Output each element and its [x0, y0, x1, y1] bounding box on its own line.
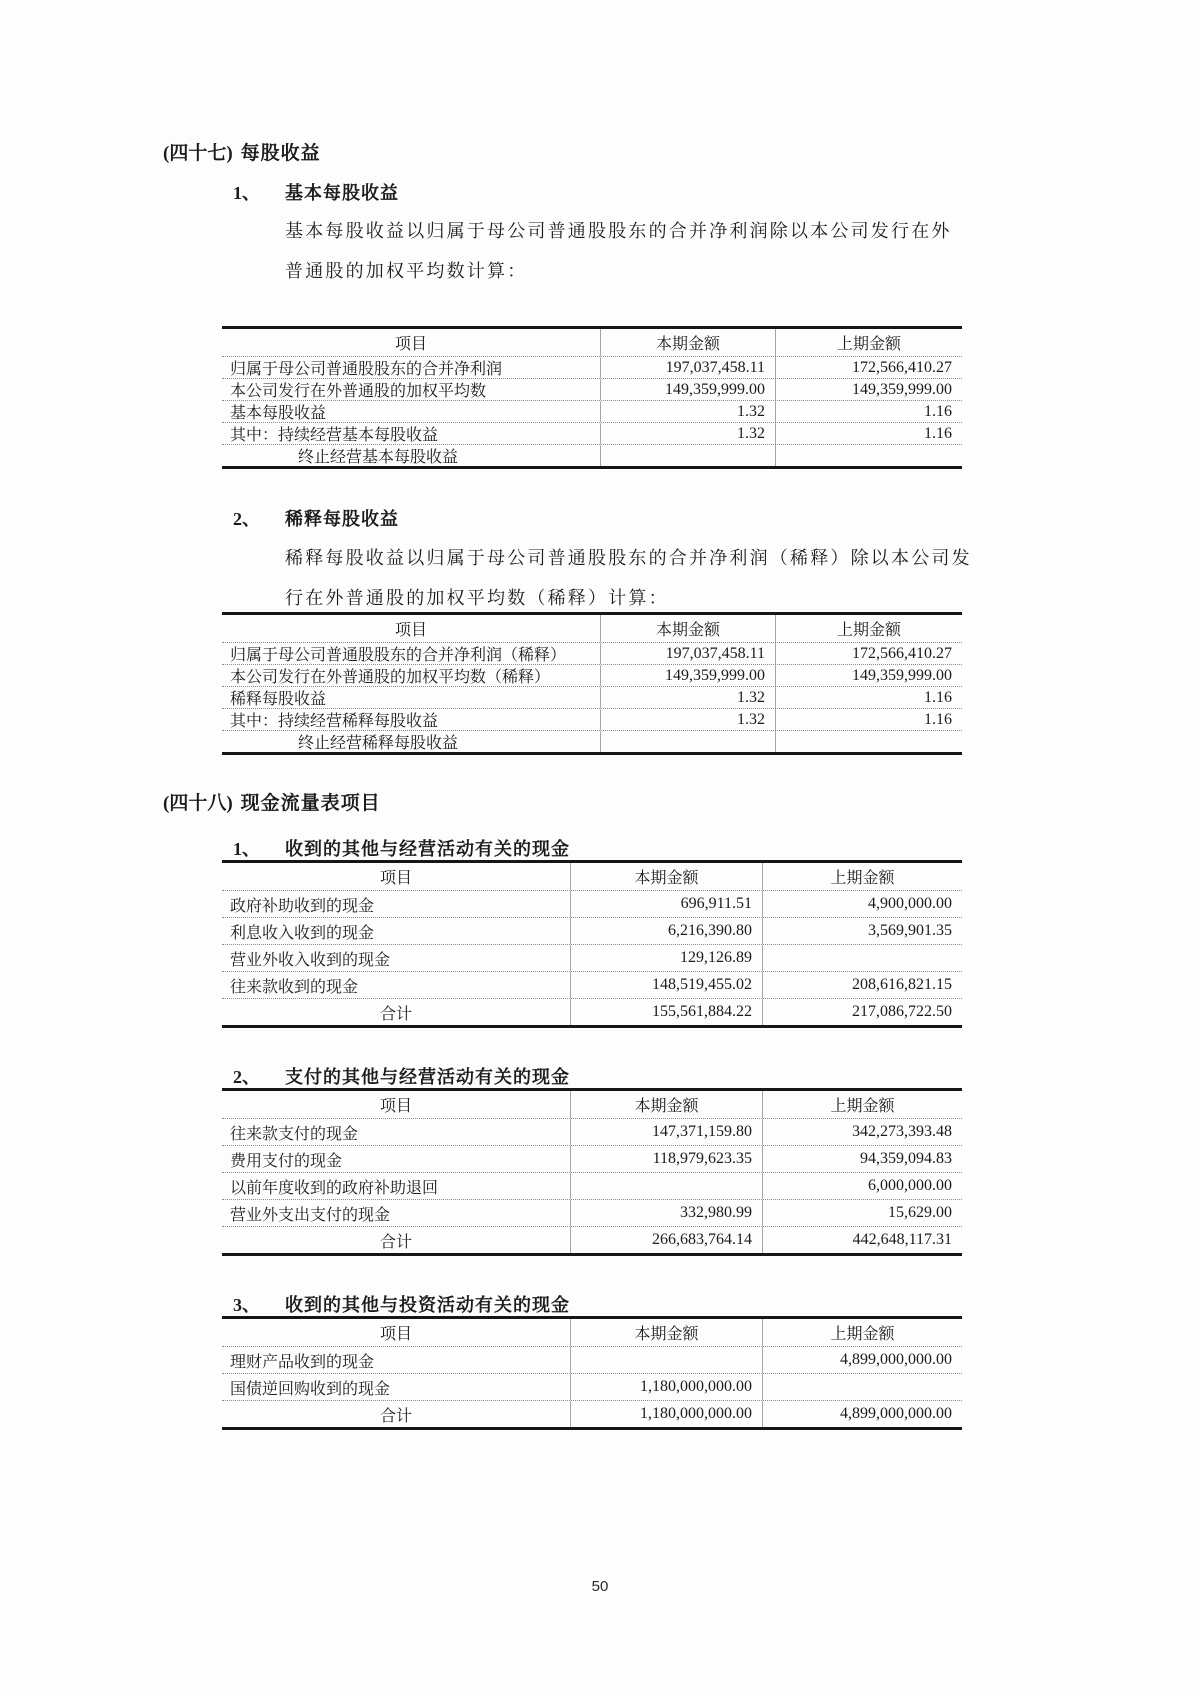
column-header-item: 项目 [394, 622, 427, 639]
total-label: 合计 [379, 1233, 412, 1251]
current-amount: 332,980.99 [570, 1200, 762, 1226]
previous-amount: 6,000,000.00 [762, 1173, 962, 1199]
table-row [222, 642, 962, 664]
section-48-heading [163, 792, 381, 816]
previous-amount: 4,899,000,000.00 [762, 1401, 962, 1427]
row-label: 稀释每股收益 [230, 691, 327, 708]
basic-eps-heading [233, 182, 399, 204]
current-amount: 129,126.89 [570, 945, 762, 971]
table-total-row [222, 1226, 962, 1253]
column-header-item: 项目 [394, 336, 427, 353]
column-header-current: 本期金额 [570, 1091, 762, 1118]
row-label: 往来款收到的现金 [230, 978, 359, 996]
table-row [222, 400, 962, 422]
previous-amount: 149,359,999.00 [775, 665, 962, 686]
current-amount: 696,911.51 [570, 891, 762, 917]
current-amount: 1.32 [600, 423, 775, 444]
current-amount [570, 1173, 762, 1199]
current-amount: 149,359,999.00 [600, 379, 775, 400]
previous-amount: 217,086,722.50 [762, 999, 962, 1025]
table-row [222, 444, 962, 466]
previous-amount: 4,900,000.00 [762, 891, 962, 917]
basic-eps-paragraph-line1: 基本每股收益以归属于母公司普通股股东的合并净利润除以本公司发行在外 [285, 221, 952, 241]
row-label: 营业外收入收到的现金 [230, 951, 391, 969]
table-row [222, 1172, 962, 1199]
row-label: 基本每股收益 [230, 405, 327, 422]
table-row [222, 708, 962, 730]
total-label: 合计 [379, 1407, 412, 1425]
column-header-previous: 上期金额 [762, 1091, 962, 1118]
section-48-title: 现金流量表项目 [240, 793, 381, 814]
current-amount: 149,359,999.00 [600, 665, 775, 686]
current-amount: 1,180,000,000.00 [570, 1401, 762, 1427]
row-label: 归属于母公司普通股股东的合并净利润 [230, 361, 503, 378]
table-header-row [222, 329, 962, 356]
previous-amount: 1.16 [775, 423, 962, 444]
cash-received-operating-number: 1、 [233, 839, 260, 859]
diluted-eps-paragraph-line2: 行在外普通股的加权平均数（稀释）计算： [285, 588, 669, 608]
cash-paid-operating-number: 2、 [233, 1067, 260, 1087]
previous-amount: 3,569,901.35 [762, 918, 962, 944]
table-row [222, 730, 962, 752]
current-amount [570, 1347, 762, 1373]
current-amount: 266,683,764.14 [570, 1227, 762, 1253]
table-row [222, 1199, 962, 1226]
table-row [222, 1346, 962, 1373]
column-header-current: 本期金额 [570, 1319, 762, 1346]
current-amount: 1.32 [600, 687, 775, 708]
current-amount: 1,180,000,000.00 [570, 1374, 762, 1400]
row-label: 归属于母公司普通股股东的合并净利润（稀释） [230, 647, 567, 664]
page-number: 50 [591, 1578, 609, 1595]
cash-received-investing-heading [233, 1294, 570, 1316]
cash-received-investing-number: 3、 [233, 1295, 260, 1315]
cash-received-operating-table [222, 860, 962, 1028]
section-47-heading [163, 142, 321, 166]
row-label: 往来款支付的现金 [230, 1125, 359, 1143]
cash-paid-operating-table [222, 1088, 962, 1256]
cash-paid-operating-heading [233, 1066, 570, 1088]
table-row [222, 422, 962, 444]
diluted-eps-heading [233, 508, 399, 530]
table-row [222, 890, 962, 917]
table-row [222, 971, 962, 998]
current-amount: 197,037,458.11 [600, 643, 775, 664]
row-label: 营业外支出支付的现金 [230, 1206, 391, 1224]
basic-eps-heading-title: 基本每股收益 [285, 183, 399, 203]
current-amount: 197,037,458.11 [600, 357, 775, 378]
previous-amount [762, 1374, 962, 1400]
current-amount: 6,216,390.80 [570, 918, 762, 944]
table-header-row [222, 1319, 962, 1346]
table-row [222, 1118, 962, 1145]
table-total-row [222, 1400, 962, 1427]
previous-amount: 208,616,821.15 [762, 972, 962, 998]
table-row [222, 1373, 962, 1400]
section-48-number: (四十八) [163, 793, 233, 814]
diluted-eps-heading-number: 2、 [233, 509, 260, 529]
current-amount: 118,979,623.35 [570, 1146, 762, 1172]
current-amount: 1.32 [600, 401, 775, 422]
table-row [222, 356, 962, 378]
row-label: 利息收入收到的现金 [230, 924, 375, 942]
current-amount [600, 731, 775, 752]
column-header-item: 项目 [379, 1326, 412, 1343]
previous-amount: 442,648,117.31 [762, 1227, 962, 1253]
total-label: 合计 [379, 1005, 412, 1023]
row-label: 终止经营基本每股收益 [298, 449, 459, 466]
basic-eps-heading-number: 1、 [233, 183, 260, 203]
cash-received-operating-heading [233, 838, 570, 860]
previous-amount: 172,566,410.27 [775, 357, 962, 378]
previous-amount: 149,359,999.00 [775, 379, 962, 400]
section-47-number: (四十七) [163, 143, 233, 164]
previous-amount: 1.16 [775, 401, 962, 422]
current-amount: 155,561,884.22 [570, 999, 762, 1025]
row-label: 费用支付的现金 [230, 1152, 343, 1170]
previous-amount [762, 945, 962, 971]
current-amount [600, 445, 775, 466]
table-total-row [222, 998, 962, 1025]
row-label: 国债逆回购收到的现金 [230, 1380, 391, 1398]
current-amount: 1.32 [600, 709, 775, 730]
row-label: 其中：持续经营基本每股收益 [230, 427, 439, 444]
diluted-eps-paragraph-line1: 稀释每股收益以归属于母公司普通股股东的合并净利润（稀释）除以本公司发 [285, 548, 972, 568]
cash-received-operating-title: 收到的其他与经营活动有关的现金 [285, 839, 570, 859]
cash-received-investing-table [222, 1316, 962, 1430]
cash-received-investing-title: 收到的其他与投资活动有关的现金 [285, 1295, 570, 1315]
table-row [222, 944, 962, 971]
column-header-current: 本期金额 [600, 329, 775, 356]
current-amount: 148,519,455.02 [570, 972, 762, 998]
current-amount: 147,371,159.80 [570, 1119, 762, 1145]
row-label: 理财产品收到的现金 [230, 1353, 375, 1371]
row-label: 以前年度收到的政府补助退回 [230, 1179, 439, 1197]
basic-eps-table [222, 326, 962, 469]
previous-amount: 4,899,000,000.00 [762, 1347, 962, 1373]
previous-amount: 15,629.00 [762, 1200, 962, 1226]
row-label: 终止经营稀释每股收益 [298, 735, 459, 752]
column-header-current: 本期金额 [570, 863, 762, 890]
column-header-item: 项目 [379, 870, 412, 887]
table-header-row [222, 615, 962, 642]
basic-eps-paragraph-line2: 普通股的加权平均数计算： [285, 261, 528, 281]
column-header-previous: 上期金额 [775, 329, 962, 356]
table-header-row [222, 863, 962, 890]
row-label: 政府补助收到的现金 [230, 897, 375, 915]
diluted-eps-heading-title: 稀释每股收益 [285, 509, 399, 529]
column-header-current: 本期金额 [600, 615, 775, 642]
row-label: 本公司发行在外普通股的加权平均数 [230, 383, 487, 400]
column-header-item: 项目 [379, 1098, 412, 1115]
table-row [222, 664, 962, 686]
column-header-previous: 上期金额 [762, 863, 962, 890]
column-header-previous: 上期金额 [762, 1319, 962, 1346]
table-row [222, 378, 962, 400]
previous-amount: 342,273,393.48 [762, 1119, 962, 1145]
table-header-row [222, 1091, 962, 1118]
column-header-previous: 上期金额 [775, 615, 962, 642]
table-row [222, 1145, 962, 1172]
previous-amount [775, 731, 962, 752]
diluted-eps-table [222, 612, 962, 755]
row-label: 其中：持续经营稀释每股收益 [230, 713, 439, 730]
table-row [222, 686, 962, 708]
section-47-title: 每股收益 [240, 143, 321, 164]
row-label: 本公司发行在外普通股的加权平均数（稀释） [230, 669, 551, 686]
previous-amount: 1.16 [775, 709, 962, 730]
table-row [222, 917, 962, 944]
previous-amount: 94,359,094.83 [762, 1146, 962, 1172]
previous-amount: 172,566,410.27 [775, 643, 962, 664]
previous-amount [775, 445, 962, 466]
cash-paid-operating-title: 支付的其他与经营活动有关的现金 [285, 1067, 570, 1087]
previous-amount: 1.16 [775, 687, 962, 708]
